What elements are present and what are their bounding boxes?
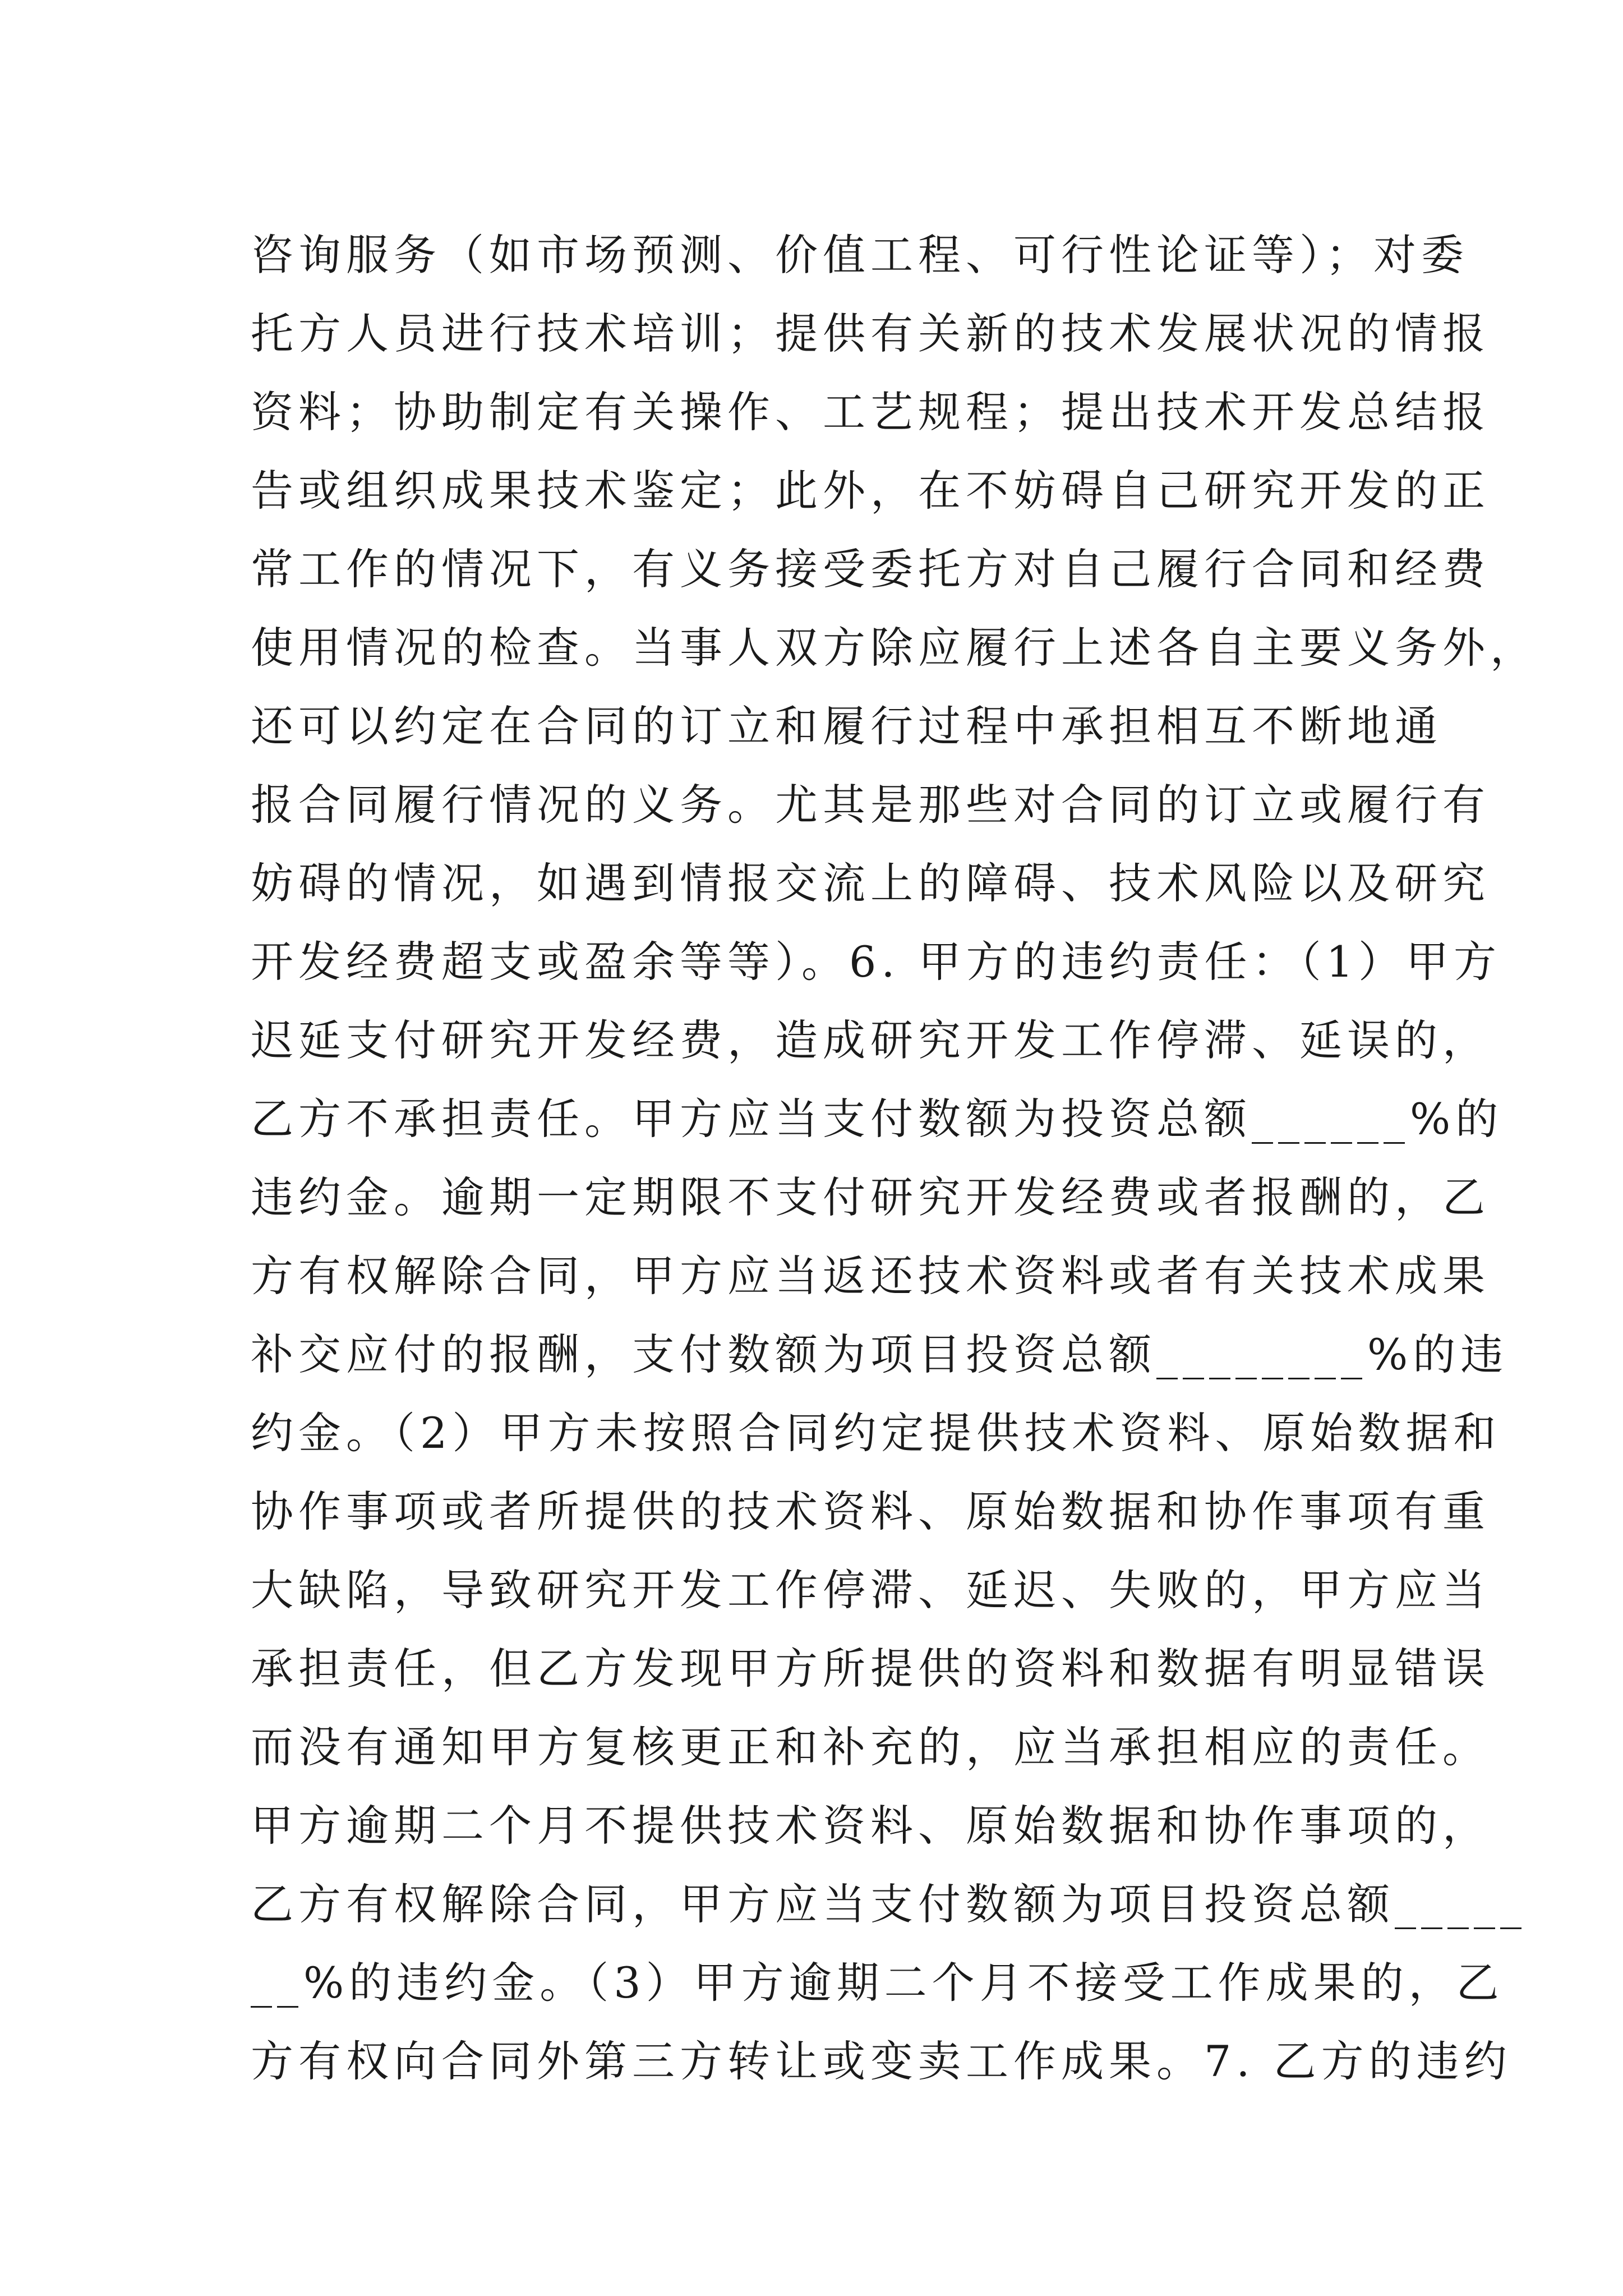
text-line: 约金。（2）甲方未按照合同约定提供技术资料、原始数据和 xyxy=(251,1408,1501,1458)
text-line: 方有权解除合同，甲方应当返还技术资料或者有关技术成果 xyxy=(251,1251,1490,1301)
text-line: 大缺陷，导致研究开发工作停滞、延迟、失败的，甲方应当 xyxy=(251,1565,1490,1615)
text-line: 乙方不承担责任。甲方应当支付数额为投资总额______%的 xyxy=(251,1094,1504,1144)
text-line: 补交应付的报酬，支付数额为项目投资总额________%的违 xyxy=(251,1329,1509,1379)
text-line: 妨碍的情况，如遇到情报交流上的障碍、技术风险以及研究 xyxy=(251,858,1490,908)
text-line: 开发经费超支或盈余等等）。6. 甲方的违约责任：（1）甲方 xyxy=(251,937,1502,987)
text-line: 托方人员进行技术培训；提供有关新的技术发展状况的情报 xyxy=(251,309,1490,358)
text-line: 告或组织成果技术鉴定；此外，在不妨碍自己研究开发的正 xyxy=(251,466,1490,516)
text-line: 而没有通知甲方复核更正和补充的，应当承担相应的责任。 xyxy=(251,1722,1490,1772)
text-line: 违约金。逾期一定期限不支付研究开发经费或者报酬的，乙 xyxy=(251,1172,1490,1222)
text-line: 协作事项或者所提供的技术资料、原始数据和协作事项有重 xyxy=(251,1487,1490,1536)
text-line: 报合同履行情况的义务。尤其是那些对合同的订立或履行有 xyxy=(251,780,1490,830)
text-line: 还可以约定在合同的订立和履行过程中承担相互不断地通 xyxy=(251,701,1442,751)
text-line: 迟延支付研究开发经费，造成研究开发工作停滞、延误的， xyxy=(251,1015,1490,1065)
text-line: 方有权向合同外第三方转让或变卖工作成果。7. 乙方的违约 xyxy=(251,2036,1512,2086)
text-line: 甲方逾期二个月不提供技术资料、原始数据和协作事项的， xyxy=(251,1801,1490,1851)
text-line: __%的违约金。（3）甲方逾期二个月不接受工作成果的，乙 xyxy=(251,1958,1504,2008)
text-line: 承担责任，但乙方发现甲方所提供的资料和数据有明显错误 xyxy=(251,1644,1490,1694)
text-line: 常工作的情况下，有义务接受委托方对自己履行合同和经费 xyxy=(251,544,1490,594)
text-line: 咨询服务（如市场预测、价值工程、可行性论证等）；对委 xyxy=(251,230,1469,280)
text-line: 乙方有权解除合同，甲方应当支付数额为项目投资总额_____ xyxy=(251,1879,1527,1929)
text-line: 使用情况的检查。当事人双方除应履行上述各自主要义务外， xyxy=(251,623,1538,673)
text-line: 资料；协助制定有关操作、工艺规程；提出技术开发总结报 xyxy=(251,387,1490,437)
contract-text-body xyxy=(251,216,1538,2101)
